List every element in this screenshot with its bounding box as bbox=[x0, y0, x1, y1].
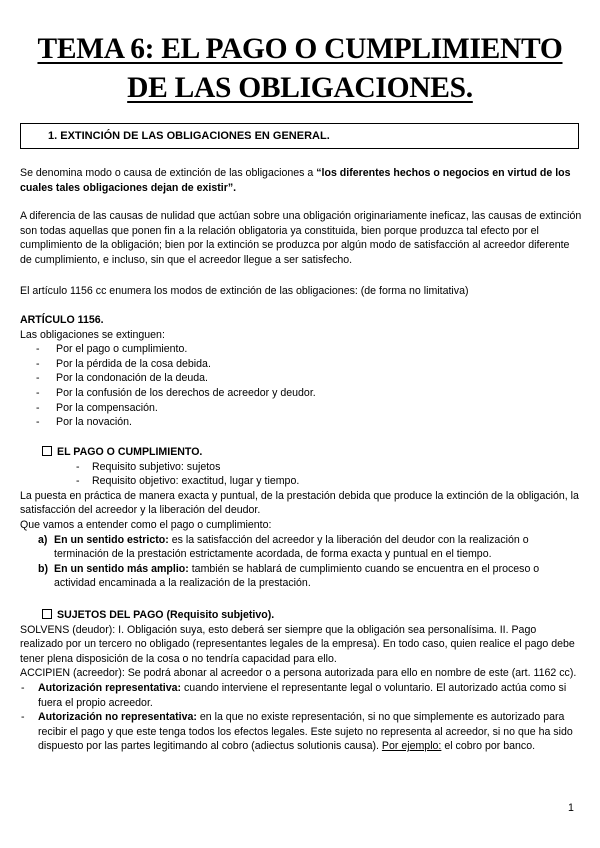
list-item bbox=[20, 371, 582, 386]
list-item-text: Por el pago o cumplimiento. bbox=[56, 343, 188, 356]
paragraph-definition-quote: “los diferentes hechos o negocios en virtud de los cuales tales obligaciones dejan de existir”. bbox=[20, 167, 571, 194]
autorizacion-label: Autorización no representativa: bbox=[38, 711, 197, 724]
accipien-paragraph: ACCIPIEN (acreedor): Se podrá abonar al acreedor o a persona autorizada para ello en nombre de este (art. 1162 cc). bbox=[20, 667, 577, 680]
alpha-marker: a) bbox=[38, 533, 48, 546]
section-heading-box bbox=[20, 123, 579, 149]
article-section bbox=[20, 313, 582, 430]
document-title bbox=[0, 30, 600, 108]
sujetos-list bbox=[20, 681, 582, 754]
list-item bbox=[20, 562, 582, 591]
dash-marker: - bbox=[76, 475, 80, 488]
paragraph-nulidad: A diferencia de las causas de nulidad que actúan sobre una obligación originariamente ineficaz, las causas de extinción son todas aquellas que ponen fin a la relación obligatoria ya constituida, bien porque produzca tal efecto por el cumplimiento de la obligación; bien por la extinción se produzca por algún modo de satisfacción al acreedor diferente de cumplimiento, e incluso, sin que el acreedor llegue a ser satisfecho. bbox=[20, 210, 582, 266]
autorizacion-label: Autorización representativa: bbox=[38, 681, 182, 694]
dash-marker: - bbox=[36, 416, 40, 429]
list-item bbox=[20, 710, 582, 754]
sujetos-heading-row bbox=[20, 608, 582, 623]
list-item bbox=[20, 474, 582, 489]
example-label: Por ejemplo: bbox=[381, 740, 442, 753]
list-item bbox=[20, 357, 582, 372]
dash-marker: - bbox=[36, 401, 40, 414]
checkbox-icon bbox=[42, 446, 52, 456]
list-item bbox=[20, 386, 582, 401]
list-item bbox=[20, 681, 582, 710]
list-item-text: Por la pérdida de la cosa debida. bbox=[56, 357, 211, 370]
paragraph-definition bbox=[20, 166, 582, 195]
page-number: 1 bbox=[568, 802, 574, 814]
list-item-text: Por la novación. bbox=[56, 416, 132, 429]
solvens-paragraph: SOLVENS (deudor): I. Obligación suya, esto deberá ser siempre que la obligación sea personalísima. II. Pago realizado por un tercero no obligado (representantes legales de la empresa). En todo caso, quien realice el pago debe tener plena disposición de la cosa o no tendría capacidad para ello. bbox=[20, 623, 575, 665]
article-list bbox=[20, 342, 582, 430]
sujetos-section bbox=[20, 608, 582, 754]
sense-label: En un sentido estricto: bbox=[54, 533, 169, 546]
list-item bbox=[20, 415, 582, 430]
article-intro: Las obligaciones se extinguen: bbox=[20, 328, 165, 341]
paragraph-definition-text: Se denomina modo o causa de extinción de las obligaciones a bbox=[20, 167, 317, 179]
article-heading: ARTÍCULO 1156. bbox=[20, 314, 104, 326]
sujetos-heading: SUJETOS DEL PAGO (Requisito subjetivo). bbox=[57, 609, 275, 621]
alpha-marker: b) bbox=[38, 562, 48, 575]
checkbox-icon bbox=[42, 609, 52, 619]
requisitos-list bbox=[20, 460, 582, 489]
dash-marker: - bbox=[21, 711, 25, 724]
title-line-2: DE LAS OBLIGACIONES. bbox=[127, 72, 473, 104]
list-item bbox=[20, 342, 582, 357]
autorizacion-text: en la que no existe representación, si no que simplemente es autorizado para recibir el pago y que este tenga todos los efectos legales. Este sujeto no representa al acreedor, si no que ha sido dispuesto por las partes legitimando al cobro (adiectus solutionis causa). bbox=[38, 711, 573, 753]
pago-definition: La puesta en práctica de manera exacta y puntual, de la prestación debida que produce la extinción de la obligación, la satisfacción del acreedor y la liberación del deudor. bbox=[20, 489, 579, 517]
section-heading: 1. EXTINCIÓN DE LAS OBLIGACIONES EN GENERAL. bbox=[48, 130, 330, 142]
dash-marker: - bbox=[36, 343, 40, 356]
dash-marker: - bbox=[36, 357, 40, 370]
autorizacion-text: cuando interviene el representante legal o voluntario. El autorizado actúa como si fuera el propio acreedor. bbox=[38, 681, 567, 709]
pago-section bbox=[20, 445, 582, 591]
list-item-text: Por la confusión de los derechos de acreedor y deudor. bbox=[56, 386, 316, 399]
sense-text: también se hablará de cumplimiento cuando se encuentra en el proceso o actividad encaminada a la realización de la prestación. bbox=[54, 562, 540, 590]
dash-marker: - bbox=[36, 372, 40, 385]
dash-marker: - bbox=[76, 460, 80, 473]
list-item bbox=[20, 401, 582, 416]
list-item-text: Requisito objetivo: exactitud, lugar y tiempo. bbox=[92, 475, 300, 488]
list-item-text: Requisito subjetivo: sujetos bbox=[92, 460, 221, 473]
list-item bbox=[20, 460, 582, 475]
list-item-text: Por la condonación de la deuda. bbox=[56, 372, 208, 385]
paragraph-article-intro: El artículo 1156 cc enumera los modos de extinción de las obligaciones: (de forma no limitativa) bbox=[20, 285, 469, 297]
pago-heading: EL PAGO O CUMPLIMIENTO. bbox=[57, 446, 203, 458]
sense-label: En un sentido más amplio: bbox=[54, 562, 189, 575]
example-text: el cobro por banco. bbox=[441, 740, 536, 753]
title-line-1: TEMA 6: EL PAGO O CUMPLIMIENTO bbox=[37, 33, 563, 65]
pago-heading-row bbox=[20, 445, 582, 460]
senses-list bbox=[20, 533, 582, 591]
list-item bbox=[20, 533, 582, 562]
dash-marker: - bbox=[36, 386, 40, 399]
dash-marker: - bbox=[21, 681, 25, 694]
pago-question: Que vamos a entender como el pago o cumplimiento: bbox=[20, 518, 272, 531]
list-item-text: Por la compensación. bbox=[56, 401, 158, 414]
sense-text: es la satisfacción del acreedor y la liberación del deudor con la realización o terminación de la prestación estrictamente acordada, de forma exacta y puntual en el tiempo. bbox=[54, 533, 529, 561]
